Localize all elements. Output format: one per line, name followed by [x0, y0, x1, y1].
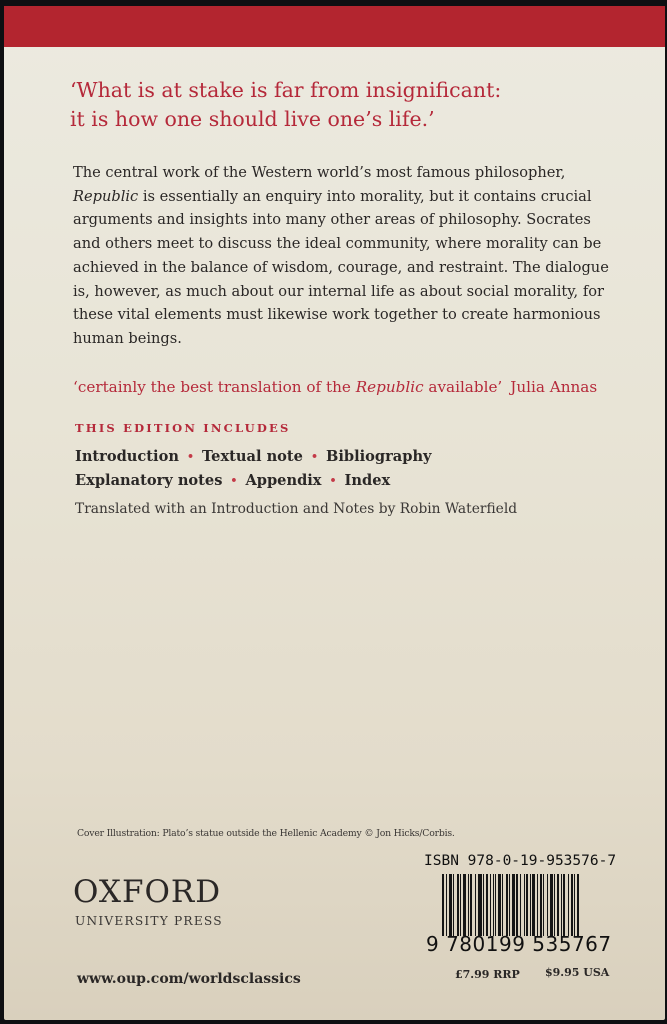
includes-item: Appendix [245, 472, 322, 489]
price-gbp: £7.99 RRP [455, 968, 520, 981]
bullet-separator: • [310, 450, 318, 463]
epigraph-line-1: ‘What is at stake is far from insignificant: [70, 78, 502, 102]
review-text-before: ‘certainly the best translation of the [73, 378, 356, 396]
ean-digits: 9 780199 535767 [426, 932, 612, 956]
publisher-subtitle: UNIVERSITY PRESS [75, 914, 223, 928]
edition-includes-heading: THIS EDITION INCLUDES [75, 421, 291, 435]
includes-row-1 [75, 445, 432, 469]
cover-illustration-credit: Cover Illustration: Plato’s statue outside the Hellenic Academy © Jon Hicks/Corbis. [77, 828, 455, 839]
includes-item: Explanatory notes [75, 472, 223, 489]
review-book-title: Republic [355, 378, 424, 396]
publisher-logo-oxford: OXFORD [73, 874, 222, 910]
price-usd: $9.95 USA [545, 966, 610, 979]
top-red-band [4, 6, 665, 47]
book-back-cover [4, 6, 665, 1020]
review-quote [73, 375, 633, 399]
includes-item: Introduction [75, 448, 179, 465]
includes-item: Index [344, 472, 391, 489]
edition-includes-list [75, 445, 432, 493]
blurb-book-title: Republic [73, 187, 139, 205]
bullet-separator: • [329, 474, 337, 487]
epigraph-line-2: it is how one should live one’s life.’ [70, 107, 435, 131]
includes-item: Textual note [201, 448, 303, 465]
isbn-label: ISBN 978-0-19-953576-7 [424, 853, 617, 869]
description-blurb [73, 161, 618, 351]
epigraph-quote [70, 76, 590, 134]
review-author: Julia Annas [510, 378, 598, 396]
blurb-text-1: The central work of the Western world’s most famous philosopher, [73, 164, 566, 181]
bullet-separator: • [230, 474, 238, 487]
includes-row-2 [75, 469, 432, 493]
includes-item: Bibliography [325, 448, 432, 465]
publisher-url: www.oup.com/worldsclassics [77, 971, 301, 987]
bullet-separator: • [186, 450, 194, 463]
blurb-text-2: is essentially an enquiry into morality, but it contains crucial arguments and insights into many other areas of philosophy. Socrates and others meet to discuss the ideal community, where morality can be achieved in the balance of wisdom, courage, and restraint. The dialogue is, however, as much about our internal life as about social morality, for these vital elements must likewise work together to create harmonious human beings. [73, 187, 609, 347]
translator-credit: Translated with an Introduction and Notes by Robin Waterfield [75, 501, 518, 517]
review-text-after: available’ [423, 378, 503, 396]
barcode-icon [442, 874, 604, 936]
